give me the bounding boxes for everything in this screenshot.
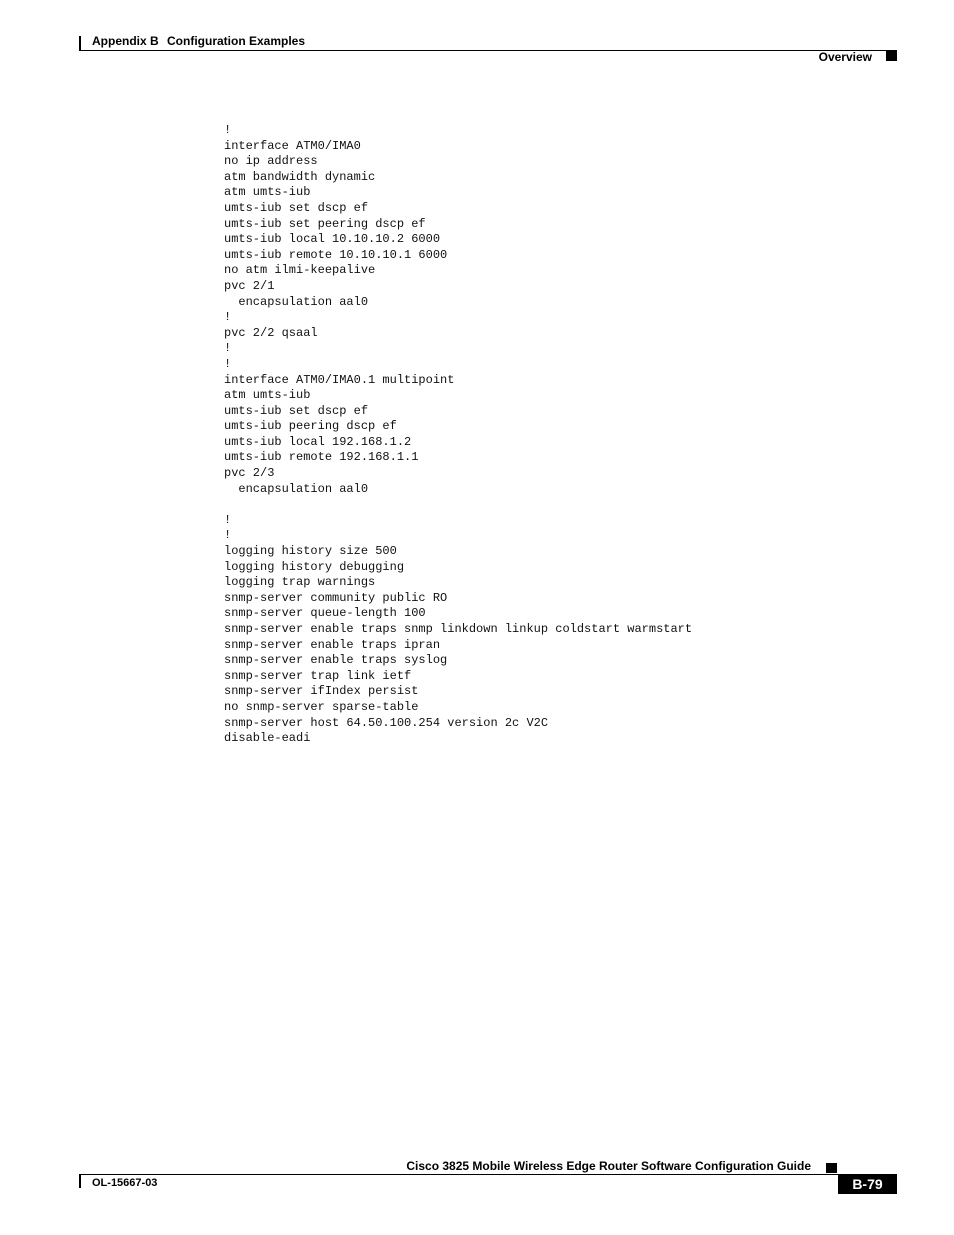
config-code-block <box>224 123 692 747</box>
code-line: umts-iub set dscp ef <box>224 403 369 418</box>
header-rule <box>79 50 897 51</box>
code-line: snmp-server enable traps snmp linkdown linkup coldstart warmstart <box>224 622 693 636</box>
code-line: snmp-server queue-length 100 <box>224 606 426 621</box>
code-line: no ip address <box>224 154 318 169</box>
header-overview-label: Overview <box>818 50 872 64</box>
code-line: logging history debugging <box>224 559 405 574</box>
code-line: snmp-server trap link ietf <box>224 668 412 683</box>
code-line: pvc 2/1 <box>224 278 275 293</box>
header-marker-block <box>886 51 897 61</box>
code-line: snmp-server enable traps syslog <box>224 653 448 668</box>
header-section-title: Configuration Examples <box>167 34 306 48</box>
code-line: ! <box>224 310 232 325</box>
page-number-badge: B-79 <box>838 1174 897 1194</box>
code-line: pvc 2/3 <box>224 466 275 481</box>
code-line: atm bandwidth dynamic <box>224 169 376 184</box>
code-line: umts-iub remote 192.168.1.1 <box>224 450 419 465</box>
code-line: umts-iub local 192.168.1.2 <box>224 434 412 449</box>
header-left-tick <box>79 36 81 51</box>
code-line: atm umts-iub <box>224 185 311 200</box>
code-line: ! <box>224 512 232 527</box>
code-line <box>224 497 692 513</box>
code-line: no snmp-server sparse-table <box>224 699 419 714</box>
code-line: snmp-server ifIndex persist <box>224 684 419 699</box>
code-line: interface ATM0/IMA0.1 multipoint <box>224 372 455 387</box>
code-line: ! <box>224 341 232 356</box>
code-line: umts-iub peering dscp ef <box>224 419 397 434</box>
footer-doc-number: OL-15667-03 <box>92 1177 158 1189</box>
code-line: snmp-server community public RO <box>224 590 448 605</box>
code-line: umts-iub local 10.10.10.2 6000 <box>224 232 441 247</box>
header-appendix-label: Appendix B <box>92 34 159 48</box>
code-line: encapsulation aal0 <box>224 294 369 309</box>
footer-marker-block <box>826 1163 837 1173</box>
footer-rule <box>79 1174 897 1175</box>
footer-left-tick <box>79 1174 81 1188</box>
code-line: encapsulation aal0 <box>224 481 369 496</box>
code-line: no atm ilmi-keepalive <box>224 263 376 278</box>
code-line: ! <box>224 356 232 371</box>
code-line: logging trap warnings <box>224 575 376 590</box>
code-line: disable-eadi <box>224 731 311 746</box>
code-line: ! <box>224 528 232 543</box>
code-line: ! <box>224 123 232 137</box>
code-line: logging history size 500 <box>224 544 397 559</box>
code-line: atm umts-iub <box>224 388 311 403</box>
code-line: umts-iub set peering dscp ef <box>224 216 426 231</box>
code-line: umts-iub set dscp ef <box>224 200 369 215</box>
code-line: snmp-server host 64.50.100.254 version 2c V2C <box>224 715 549 730</box>
code-line: pvc 2/2 qsaal <box>224 325 318 340</box>
code-line: umts-iub remote 10.10.10.1 6000 <box>224 247 448 262</box>
footer-guide-title: Cisco 3825 Mobile Wireless Edge Router Software Configuration Guide <box>406 1159 811 1173</box>
code-line: snmp-server enable traps ipran <box>224 637 441 652</box>
code-line: interface ATM0/IMA0 <box>224 138 361 153</box>
